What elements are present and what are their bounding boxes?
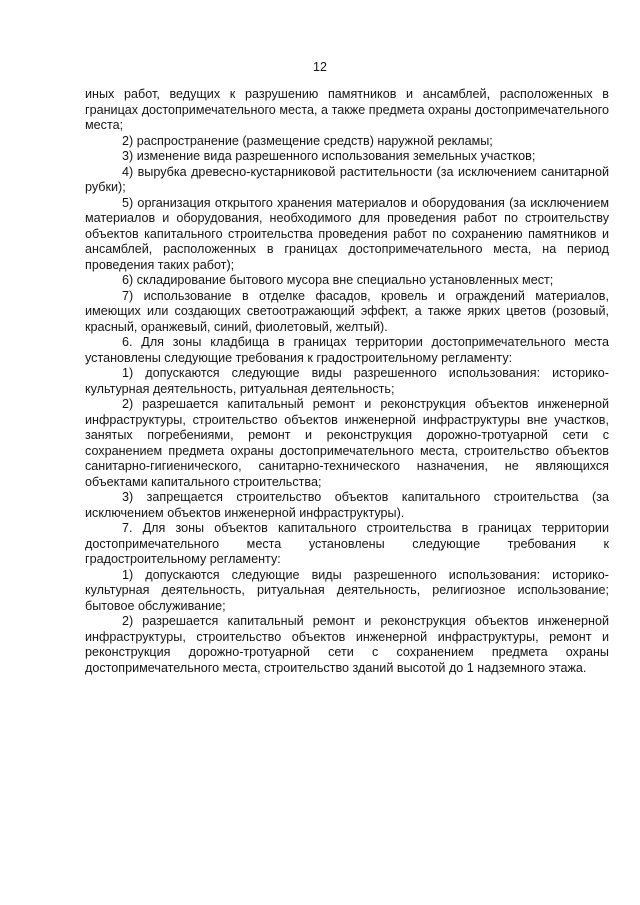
section-6-cemetery-zone: 6. Для зоны кладбища в границах территории достопримечательного места установлены следующие требования к градостроительному регламенту: [85, 335, 609, 365]
section-7-item-2: 2) разрешается капитальный ремонт и реконструкция объектов инженерной инфраструктуры, строительство объектов инженерной инфраструктуры, ремонт и реконструкция дорожно-тротуарной сети с сохранением предмета охраны достопримечательного места, строительство зданий высотой до 1 надземного этажа. [85, 614, 609, 675]
list-item-7-facade-materials: 7) использование в отделке фасадов, кровель и ограждений материалов, имеющих или создающих светоотражающий эффект, а также ярких цветов (розовый, красный, оранжевый, синий, фиолетовый, желтый). [85, 288, 609, 334]
list-item-2-advertising: 2) распространение (размещение средств) наружной рекламы; [122, 133, 493, 148]
section-7-item-1: 1) допускаются следующие виды разрешенного использования: историко-культурная деятельность, ритуальная деятельность, религиозное использование; бытовое обслуживание; [85, 567, 609, 613]
list-item-4-tree-felling: 4) вырубка древесно-кустарниковой растительности (за исключением санитарной рубки); [85, 164, 609, 194]
document-body [85, 87, 609, 676]
section-6-item-1: 1) допускаются следующие виды разрешенного использования: историко-культурная деятельность, ритуальная деятельность; [85, 366, 609, 396]
list-item-5-open-storage: 5) организация открытого хранения материалов и оборудования (за исключением материалов и оборудования, необходимого для проведения работ по строительству объектов капитального строительства проведения работ по сохранению памятников и ансамблей, расположенных в границах достопримечательного места, на период проведения таких работ); [85, 195, 609, 272]
page-number: 12 [313, 60, 327, 74]
section-7-capital-construction-zone: 7. Для зоны объектов капитального строительства в границах территории достопримечательного места установлены следующие требования к градостроительному регламенту: [85, 521, 609, 566]
section-6-item-2: 2) разрешается капитальный ремонт и реконструкция объектов инженерной инфраструктуры, строительство объектов инженерной инфраструктуры вне участков, занятых погребениями, ремонт и реконструкция дорожно-тротуарной сети с сохранением предмета охраны достопримечательного места, строительство объектов санитарно-гигиенического, санитарно-технического назначения, не являющихся объектами капитального строительства; [85, 397, 609, 489]
list-item-3-land-use-change: 3) изменение вида разрешенного использования земельных участков; [122, 149, 536, 163]
paragraph-continuation: иных работ, ведущих к разрушению памятников и ансамблей, расположенных в границах достопримечательного места, а также предмета охраны достопримечательного места; [85, 87, 609, 132]
list-item-6-waste-storage: 6) складирование бытового мусора вне специально установленных мест; [122, 273, 554, 287]
section-6-item-3: 3) запрещается строительство объектов капитального строительства (за исключением объектов инженерной инфраструктуры). [85, 490, 609, 520]
